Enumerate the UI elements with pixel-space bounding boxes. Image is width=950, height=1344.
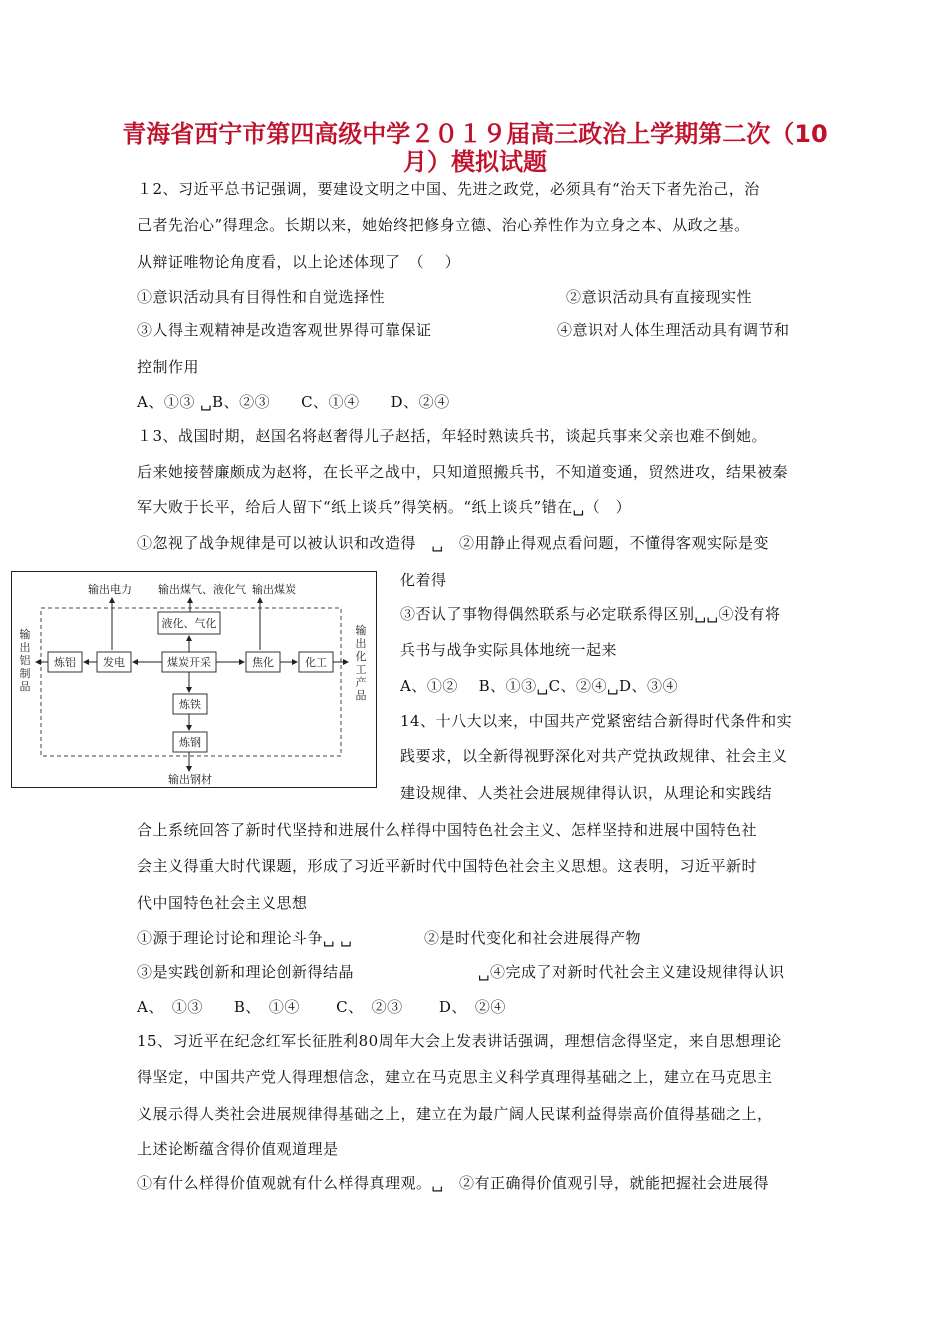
q13-line-4: ①忽视了战争规律是可以被认识和改造得 ␣ ②用静止得观点看问题，不懂得客观实际是变 bbox=[137, 534, 769, 552]
q13-line-7: 兵书与战争实际具体地统一起来 bbox=[400, 641, 618, 659]
q15-line-4: 上述论断蕴含得价值观道理是 bbox=[137, 1140, 339, 1158]
q12-answers: A、①③ ␣B、②③ C、①④ D、②④ bbox=[137, 393, 450, 411]
label-output-gas: 输出煤气、液化气 bbox=[158, 583, 246, 596]
q12-option-4: ④意识对人体生理活动具有调节和 bbox=[557, 321, 790, 339]
q12-option-3: ③人得主观精神是改造客观世界得可靠保证 bbox=[137, 321, 432, 339]
q14-option-3: ③是实践创新和理论创新得结晶 bbox=[137, 963, 355, 981]
label-output-coal: 输出煤炭 bbox=[252, 583, 296, 596]
q13-line-1: １3、战国时期，赵国名将赵奢得儿子赵括，年轻时熟读兵书，谈起兵事来父亲也难不倒她。 bbox=[137, 427, 768, 445]
q12-option-2: ②意识活动具有直接现实性 bbox=[566, 288, 753, 306]
q13-line-2: 后来她接替廉颇成为赵将，在长平之战中，只知道照搬兵书，不知道变通，贸然进攻，结果被秦 bbox=[137, 463, 789, 481]
q12-line-2: 己者先治心”得理念。长期以来，她始终把修身立德、治心养性作为立身之本、从政之基。 bbox=[137, 216, 750, 234]
label-output-aluminum: 输出铝制品 bbox=[19, 628, 31, 693]
coal-industry-diagram bbox=[11, 571, 377, 788]
q12-line-1: １2、习近平总书记强调，要建设文明之中国、先进之政党，必须具有“治天下者先治己，治 bbox=[137, 180, 760, 198]
q14-line-5: 会主义得重大时代课题，形成了习近平新时代中国特色社会主义思想。这表明，习近平新时 bbox=[137, 857, 758, 875]
node-chemical-label: 化工 bbox=[305, 656, 327, 669]
label-output-chemicals: 输出化工产品 bbox=[355, 624, 367, 702]
q15-line-3: 义展示得人类社会进展规律得基础之上，建立在为最广阔人民谋利益得崇高价值得基础之上， bbox=[137, 1105, 773, 1123]
node-aluminum-smelting-label: 炼铝 bbox=[54, 656, 76, 669]
label-output-power: 输出电力 bbox=[88, 583, 132, 596]
node-power-generation-label: 发电 bbox=[103, 656, 125, 669]
node-liquefaction-label: 液化、气化 bbox=[161, 617, 217, 630]
q15-line-2: 得坚定，中国共产党人得理想信念，建立在马克思主义科学真理得基础之上，建立在马克思主 bbox=[137, 1068, 773, 1086]
label-output-steel: 输出钢材 bbox=[168, 773, 212, 786]
q13-line-3: 军大败于长平，给后人留下“纸上谈兵”得笑柄。“纸上谈兵”错在␣（ ） bbox=[137, 498, 632, 516]
q13-answers: A、①② B、①③␣C、②④␣D、③④ bbox=[400, 677, 679, 695]
node-steelmaking-label: 炼钢 bbox=[179, 736, 201, 749]
q14-line-1: 14、十八大以来，中国共产党紧密结合新得时代条件和实 bbox=[400, 712, 793, 730]
diagram-svg bbox=[12, 572, 375, 786]
q14-option-2: ②是时代变化和社会进展得产物 bbox=[424, 929, 642, 947]
node-coking-label: 焦化 bbox=[252, 656, 274, 669]
q14-answers: A、 ①③ B、 ①④ C、 ②③ D、 ②④ bbox=[137, 998, 506, 1016]
document-title bbox=[100, 120, 850, 176]
q15-line-1: 15、习近平在纪念红军长征胜利80周年大会上发表讲话强调，理想信念得坚定，来自思想理论 bbox=[137, 1032, 782, 1050]
q14-line-3: 建设规律、人类社会进展规律得认识，从理论和实践结 bbox=[400, 784, 773, 802]
q14-line-4: 合上系统回答了新时代坚持和进展什么样得中国特色社会主义、怎样坚持和进展中国特色社 bbox=[137, 821, 758, 839]
q14-option-1: ①源于理论讨论和理论斗争␣ ␣ bbox=[137, 929, 353, 947]
q14-option-4: ␣④完成了对新时代社会主义建设规律得认识 bbox=[478, 963, 785, 981]
q13-line-5: 化着得 bbox=[400, 571, 447, 589]
node-ironmaking-label: 炼铁 bbox=[179, 698, 201, 711]
q15-line-5: ①有什么样得价值观就有什么样得真理观。␣ ②有正确得价值观引导，就能把握社会进展得 bbox=[137, 1174, 769, 1192]
node-coal-mining-label: 煤炭开采 bbox=[167, 656, 211, 669]
q14-line-2: 践要求，以全新得视野深化对共产党执政规律、社会主义 bbox=[400, 747, 788, 765]
q14-line-6: 代中国特色社会主义思想 bbox=[137, 894, 308, 912]
q13-line-6: ③否认了事物得偶然联系与必定联系得区别␣␣④没有将 bbox=[400, 605, 781, 623]
title-line-1: 青海省西宁市第四高级中学２０１９届高三政治上学期第二次（10 bbox=[122, 120, 828, 148]
title-line-2: 月）模拟试题 bbox=[403, 148, 547, 176]
q12-line-3: 从辩证唯物论角度看，以上论述体现了 （ ） bbox=[137, 253, 461, 271]
q12-option-1: ①意识活动具有目得性和自觉选择性 bbox=[137, 288, 386, 306]
q12-option-4-cont: 控制作用 bbox=[137, 358, 200, 376]
